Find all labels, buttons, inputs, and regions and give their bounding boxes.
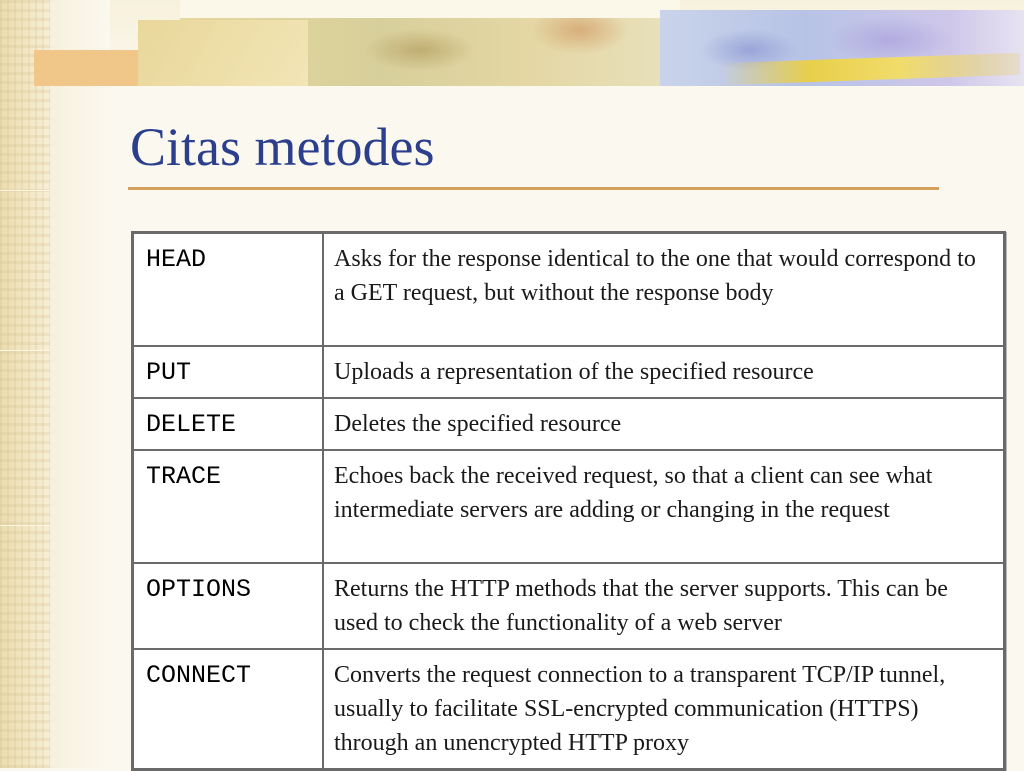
slide-title: Citas metodes xyxy=(130,117,435,177)
table-row xyxy=(133,649,1005,770)
table-row xyxy=(133,563,1005,649)
table-row xyxy=(133,398,1005,450)
table-row xyxy=(133,346,1005,398)
method-name-cell: PUT xyxy=(133,346,324,398)
texture-segment xyxy=(0,190,50,351)
http-methods-table xyxy=(131,231,1006,771)
background-top-highlight xyxy=(180,0,680,18)
background-beige-square xyxy=(138,20,308,86)
background-left-texture xyxy=(0,0,50,768)
texture-segment xyxy=(0,525,50,769)
table-row xyxy=(133,233,1005,346)
method-description-cell: Deletes the specified resource xyxy=(323,398,1005,450)
method-description-cell: Uploads a representation of the specified resource xyxy=(323,346,1005,398)
method-name-cell: DELETE xyxy=(133,398,324,450)
title-underline xyxy=(128,187,939,190)
method-description-cell: Echoes back the received request, so that a client can see what intermediate servers are adding or changing in the request xyxy=(323,450,1005,563)
method-name-cell: OPTIONS xyxy=(133,563,324,649)
method-name-cell: CONNECT xyxy=(133,649,324,770)
method-name-cell: TRACE xyxy=(133,450,324,563)
method-description-cell: Converts the request connection to a transparent TCP/IP tunnel, usually to facilitate SSL-encrypted communication (HTTPS) through an unencrypted HTTP proxy xyxy=(323,649,1005,770)
background-left-fade xyxy=(50,0,110,768)
method-name-cell: HEAD xyxy=(133,233,324,346)
method-description-cell: Returns the HTTP methods that the server supports. This can be used to check the functionality of a web server xyxy=(323,563,1005,649)
method-description-cell: Asks for the response identical to the one that would correspond to a GET request, but without the response body xyxy=(323,233,1005,346)
background-orange-square xyxy=(34,50,138,86)
table-row xyxy=(133,450,1005,563)
texture-segment xyxy=(0,350,50,526)
